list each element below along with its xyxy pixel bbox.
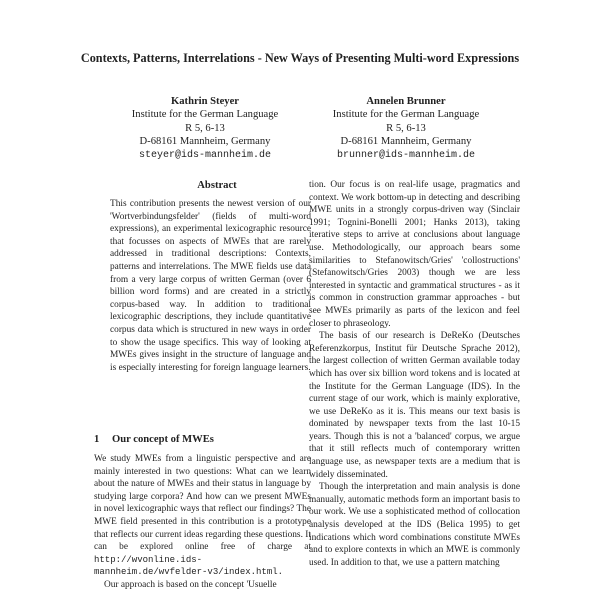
author-block-brunner <box>296 95 516 162</box>
author-city: D-68161 Mannheim, Germany <box>340 136 472 148</box>
paper-title: Contexts, Patterns, Interrelations - New Ways of Presenting Multi-word Expressions <box>80 51 520 65</box>
section-paragraph: We study MWEs from a linguistic perspective and are mainly interested in two questions: What can we learn about the nature of MWEs and their status in language by studying large corpora? And how can we present MWEs in novel lexicographic ways that reflect our findings? The MWE field presented in this contribution is a prototype that reflects our current ideas regarding these questions. It can be explored online free of charge at http://wvonline.ids-mannheim.de/wvfelder-v3/index.html. <box>94 454 311 578</box>
author-email[interactable]: steyer@ids-mannheim.de <box>138 149 272 161</box>
abstract-body <box>110 198 311 374</box>
author-name: Annelen Brunner <box>366 96 446 107</box>
project-url-link[interactable]: http://wvonline.ids-mannheim.de/wvfelder-v3/index.html. <box>94 554 284 578</box>
abstract-heading: Abstract <box>197 180 237 191</box>
left-column <box>94 453 311 592</box>
author-block-steyer <box>95 95 315 162</box>
abstract-text: This contribution presents the newest version of our 'Wortverbindungsfelder' (fields of multi-word expressions), an experimental lexicographic resource that focusses on aspects of MWEs that are rarely addressed in traditional descriptions: Contexts, patterns and interrelations. The MWE fields use data from a very large corpus of written German (over 6 billion word forms) and are created in a strictly corpus-based way. In addition to traditional lexicographic descriptions, they include quantitative corpus data which is structured in new ways in order to show the usage specifics. This way of looking at MWEs gives insight in the structure of language and is especially interesting for foreign language learners. <box>110 199 311 373</box>
section-title: Our concept of MWEs <box>112 434 214 445</box>
author-city: D-68161 Mannheim, Germany <box>139 136 271 148</box>
body-paragraph: Though the interpretation and main analysis is done manually, automatic methods form an important basis to our work. We use a sophisticated method of collocation analysis developed at the IDS (Belica 1995) to get indications which word combinations constitute MWEs and to explore contexts in which an MWE is commonly used. In addition to that, we use a pattern matching <box>309 482 520 568</box>
body-paragraph: The basis of our research is DeReKo (Deutsches Referenzkorpus, Institut für Deutsche Sprache 2012), the largest collection of written German available today which has over six billion word tokens and is located at the Institute for the German Language (IDS). In the current stage of our work, which is mainly explorative, we use DeReKo as it is. This means our text basis is dominated by newspaper texts from the last 10-15 years. Though this is not a 'balanced' corpus, we argue that it still reflects much of contemporary written language use, as newspaper texts are a medium that is widely disseminated. <box>309 331 520 480</box>
author-affiliation: Institute for the German Language <box>332 109 480 121</box>
section-paragraph-continued: Our approach is based on the concept 'Usuelle <box>104 579 277 590</box>
author-email[interactable]: brunner@ids-mannheim.de <box>336 149 476 161</box>
author-name: Kathrin Steyer <box>171 96 239 107</box>
right-column <box>309 179 520 569</box>
section-heading <box>94 434 214 445</box>
author-address: R 5, 6-13 <box>185 122 225 134</box>
author-affiliation: Institute for the German Language <box>131 109 279 121</box>
section-number: 1 <box>94 434 100 445</box>
author-address: R 5, 6-13 <box>386 122 426 134</box>
body-paragraph: tion. Our focus is on real-life usage, pragmatics and context. We work bottom-up in detecting and describing MWE units in a strongly corpus-driven way (Sinclair 1991; Tognini-Bonelli 2001; Hanks 2013), taking iterative steps to arrive at conclusions about language use. Methodologically, our approach bears some similarities to Stefanowitsch/Gries' 'collostructions' (Stefanowitsch/Gries 2003) though we are less interested in syntactic and grammatical structures - as it is common in construction grammar approaches - but see MWEs primarily as parts of the lexicon and feel closer to phraseology. <box>309 180 520 329</box>
